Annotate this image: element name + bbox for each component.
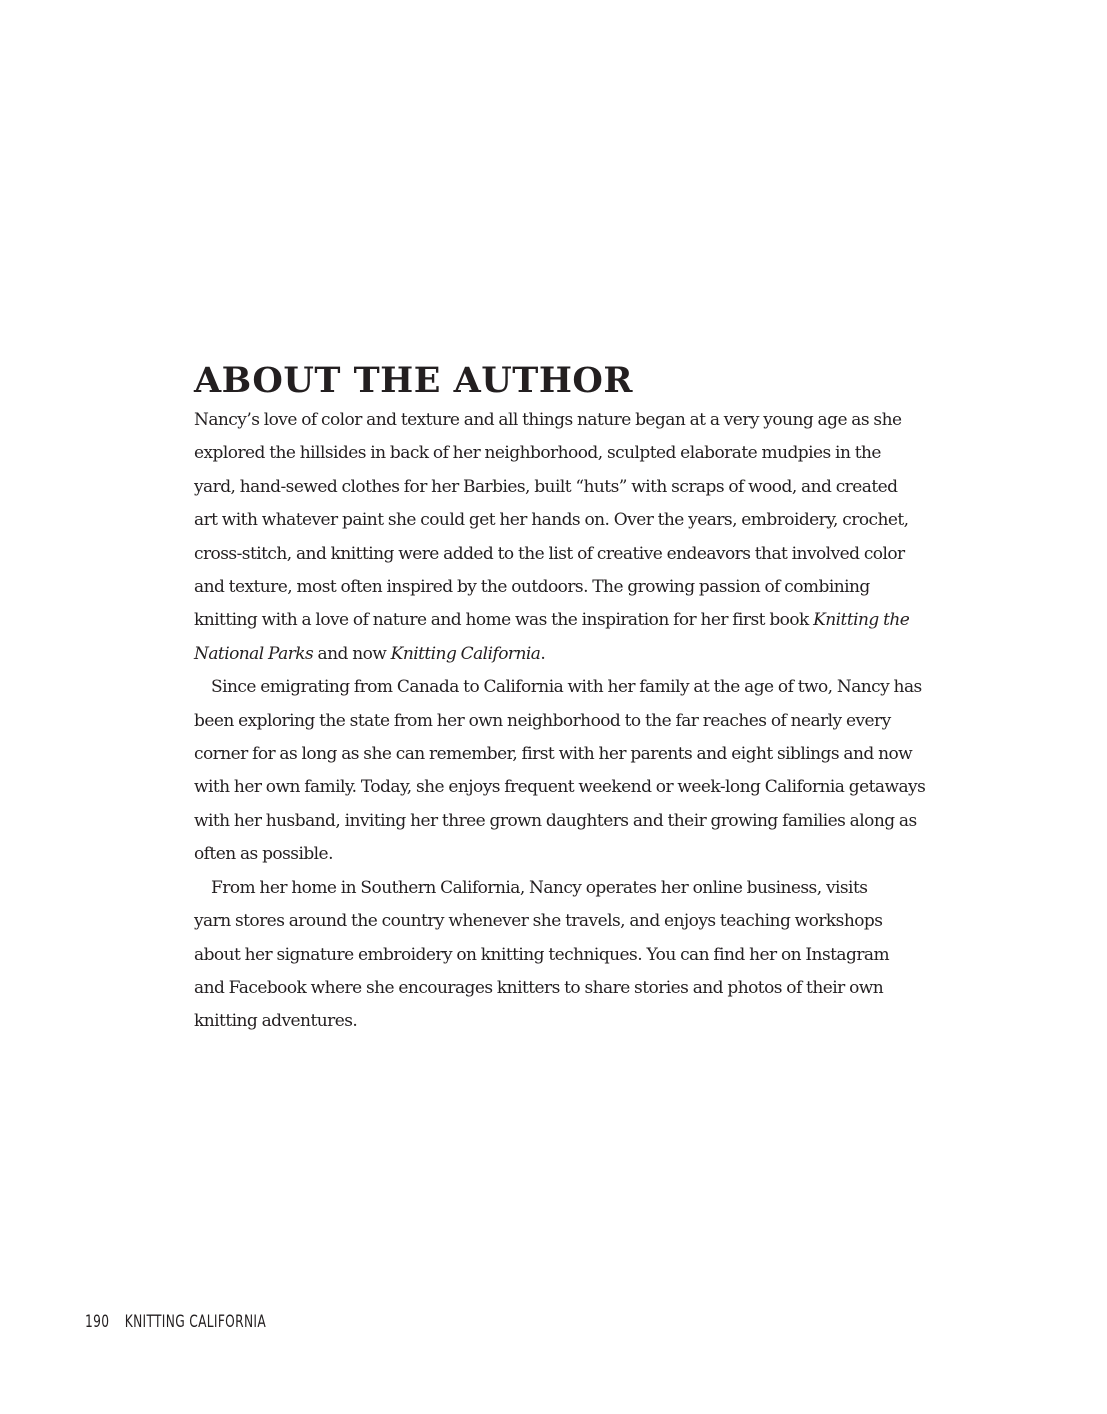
page-heading: ABOUT THE AUTHOR (194, 360, 633, 401)
text-segment: with her husband, inviting her three grown daughters and their growing families along as (194, 810, 917, 831)
text-segment: Nancy’s love of color and texture and all things nature began at a very young age as she (194, 410, 902, 430)
text-line (194, 538, 934, 571)
author-bio (194, 404, 934, 1039)
text-line (194, 939, 934, 972)
text-line (194, 705, 934, 738)
text-line (194, 972, 934, 1005)
text-segment: Since emigrating from Canada to California with her family at the age of two, Nancy has (211, 677, 922, 698)
text-line (194, 504, 934, 537)
text-segment: From her home in Southern California, Nancy operates her online business, visits (211, 877, 868, 898)
book-title-italic: Knitting California (390, 643, 541, 664)
text-segment: cross-stitch, and knitting were added to the list of creative endeavors that involved color (194, 543, 905, 564)
page-footer (85, 1310, 266, 1334)
page-number: 190 (85, 1312, 110, 1332)
text-segment: and Facebook where she encourages knitters to share stories and photos of their own (194, 977, 884, 998)
book-title-italic: Knitting the (813, 610, 910, 631)
text-line (194, 604, 934, 637)
text-segment: knitting adventures. (194, 1011, 358, 1032)
text-line (194, 1005, 934, 1038)
text-segment: about her signature embroidery on knitting techniques. You can find her on Instagram (194, 944, 890, 965)
text-segment: yarn stores around the country whenever she travels, and enjoys teaching workshops (194, 911, 883, 932)
text-line (194, 638, 934, 671)
text-segment: art with whatever paint she could get her hands on. Over the years, embroidery, crochet, (194, 510, 909, 531)
text-segment: with her own family. Today, she enjoys frequent weekend or week-long California getaways (194, 777, 926, 798)
text-line (194, 771, 934, 804)
text-line (194, 838, 934, 871)
text-segment: and texture, most often inspired by the outdoors. The growing passion of combining (194, 577, 870, 598)
text-line (194, 471, 934, 504)
paragraph (194, 671, 934, 871)
paragraph (194, 404, 934, 671)
text-segment: often as possible. (194, 844, 333, 865)
running-title: KNITTING CALIFORNIA (124, 1312, 267, 1332)
text-line (194, 805, 934, 838)
book-title-italic: National Parks (194, 643, 314, 664)
text-line (194, 571, 934, 604)
text-segment: been exploring the state from her own neighborhood to the far reaches of nearly every (194, 710, 891, 731)
text-segment: corner for as long as she can remember, first with her parents and eight siblings and now (194, 744, 913, 765)
text-line (194, 738, 934, 771)
text-segment: yard, hand-sewed clothes for her Barbies, built “huts” with scraps of wood, and created (194, 476, 898, 497)
text-line (194, 671, 934, 704)
paragraph (194, 872, 934, 1039)
text-segment: and now (313, 643, 391, 664)
text-line (194, 872, 934, 905)
text-segment: knitting with a love of nature and home was the inspiration for her first book (194, 610, 814, 631)
text-segment: explored the hillsides in back of her neighborhood, sculpted elaborate mudpies in the (194, 443, 881, 464)
text-line (194, 905, 934, 938)
text-line (194, 404, 934, 437)
text-segment: . (540, 643, 546, 664)
text-line (194, 437, 934, 470)
